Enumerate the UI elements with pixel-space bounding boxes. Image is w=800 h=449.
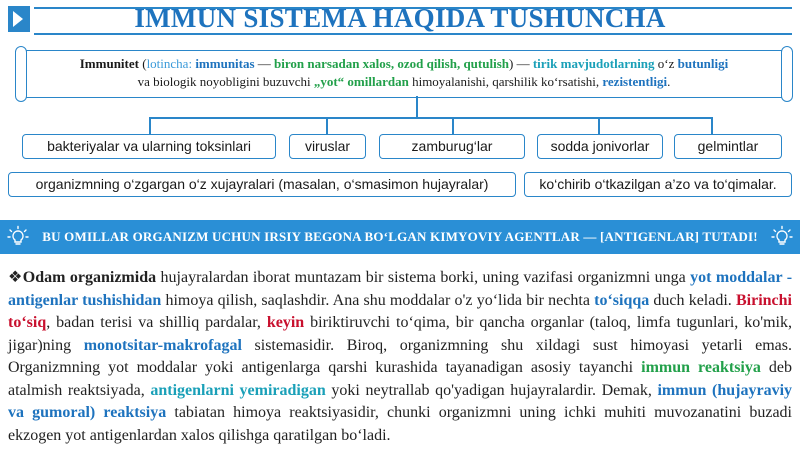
page-title: IMMUN SISTEMA HAQIDA TUSHUNCHA xyxy=(134,3,666,33)
connector-hline xyxy=(149,117,712,119)
para-text: duch keladi. xyxy=(649,291,736,309)
definition-text xyxy=(33,55,775,91)
antigen-banner xyxy=(0,220,800,254)
def-highlight: „yot“ omillardan xyxy=(313,74,409,89)
def-latin-word: immunitas xyxy=(192,56,255,71)
para-highlight: Birinchi to‘siq xyxy=(8,291,792,331)
def-text: himoyalanishi, qarshilik ko‘rsatishi, xyxy=(408,74,603,89)
para-text: deb atalmish reaktsiyada, xyxy=(8,359,792,399)
lightbulb-icon xyxy=(6,225,30,249)
factor-box: viruslar xyxy=(289,134,366,159)
connector-drop xyxy=(598,117,600,134)
def-text: va biologik noyobligini buzuvchi xyxy=(137,74,314,89)
def-term: Immunitet xyxy=(79,56,139,71)
para-highlight: antigenlarni yemiradigan xyxy=(150,381,326,399)
banner-text: BU OMILLAR ORGANIZM UCHUN IRSIY BEGONA BO‘LGAN KIMYOVIY AGENTLAR — [ANTIGENLAR] TUTADI! xyxy=(42,229,758,244)
def-text: . xyxy=(667,74,671,89)
para-text: tabiatan himoya reaktsiyasidir, chunki organizmni uning ichki muhiti muvozanatini buzadi ekzogen yot antigenlardan xalos qilishga qaratilgan bo‘ladi. xyxy=(8,404,792,444)
para-text: yoki neytrallab qo'yadigan hujayralardir. Demak, xyxy=(325,381,658,399)
body-paragraph xyxy=(8,267,792,447)
def-text: o‘z xyxy=(654,56,678,71)
lightbulb-icon xyxy=(770,225,794,249)
factor-box: zamburug‘lar xyxy=(379,134,525,159)
factor-box: sodda jonivorlar xyxy=(537,134,663,159)
para-lead: Odam organizmida xyxy=(22,269,157,286)
def-text: ) — xyxy=(508,56,533,71)
def-highlight: tirik mavjudotlarning xyxy=(532,56,655,71)
para-text: , badan terisi va shilliq pardalar, xyxy=(46,314,267,331)
factor-box: organizmning o‘zgargan o‘z xujayralari (masalan, o‘smasimon hujayralar) xyxy=(8,172,516,197)
def-highlight: butunligi xyxy=(677,56,729,71)
connector-drop xyxy=(326,117,328,134)
para-highlight: immun (hujayraviy va gumoral) reaktsiya xyxy=(8,381,793,421)
factor-box: gelmintlar xyxy=(674,134,782,159)
para-text: hujayralardan iborat muntazam bir sistema borki, uning vazifasi organizmni unga xyxy=(156,269,691,286)
def-text: ( xyxy=(138,56,147,71)
connector-trunk xyxy=(149,117,151,134)
factor-box: ko‘chirib o‘tkazilgan a’zo va to‘qimalar. xyxy=(524,172,792,197)
para-highlight: keyin xyxy=(266,314,305,331)
para-text: biriktiruvchi to‘qima, bir qancha organlar (taloq, limfa tugunlari, ko'mik, jigar)ning xyxy=(8,314,792,354)
para-highlight: to‘siqqa xyxy=(594,291,650,309)
connector-drop xyxy=(416,96,418,118)
def-text: — xyxy=(254,56,275,71)
connector-drop xyxy=(711,117,713,134)
def-latin-label: lotincha: xyxy=(146,56,193,71)
para-text: himoya qilish, saqlashdir. Ana shu moddalar o'z yo‘lida bir nechta xyxy=(161,291,595,309)
def-highlight: rezistentligi xyxy=(602,74,668,89)
definition-scroll xyxy=(20,50,788,98)
factor-box: bakteriyalar va ularning toksinlari xyxy=(22,134,276,159)
connector-drop xyxy=(452,117,454,134)
para-highlight: yot moddalar - antigenlar tushishidan xyxy=(8,269,793,309)
para-highlight: monotsitar-makrofagal xyxy=(83,336,242,354)
def-meaning: biron narsadan xalos, ozod qilish, qutulish xyxy=(274,56,509,71)
para-text: sistemasidir. Biroq, organizmning shu xildagi sust himoyasi yetarli emas. Organizmning yot moddalar yoki antigenlarga qarshi kurashida tayanadigan asosiy tayanchi xyxy=(8,336,793,376)
bullet-icon: ❖ xyxy=(8,269,23,286)
header xyxy=(0,0,800,40)
para-highlight: immun reaktsiya xyxy=(641,359,761,376)
